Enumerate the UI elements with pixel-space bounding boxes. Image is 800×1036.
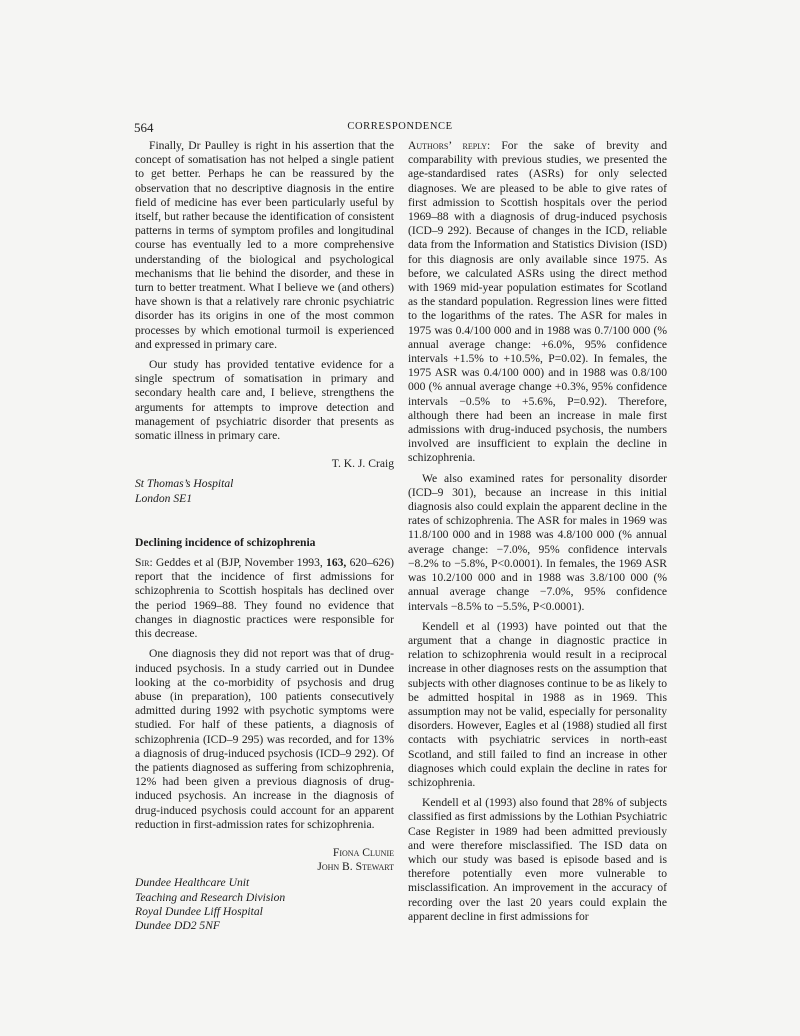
affiliation-line: Royal Dundee Liff Hospital	[135, 904, 263, 918]
signature: T. K. J. Craig	[331, 457, 394, 471]
affiliation	[135, 477, 394, 505]
affiliation-line: Dundee Healthcare Unit	[135, 876, 250, 890]
paragraph: One diagnosis they did not report was that of drug-induced psychosis. In a study carried out in Dundee looking at the co-morbidity of psychosis and drug abuse (in preparation), 100 patients consecutively admitted during 1992 with psychotic symptoms were studied. For half of these patients, a diagnosis of schizophrenia (ICD–9 295) was recorded, and for 13% a diagnosis of drug-induced psychosis (ICD–9 292). Of the patients diagnosed as suffering from schizophrenia, 12% had been given a previous diagnosis of drug-induced psychosis. An increase in the diagnosis of drug-induced psychosis could account for an apparent reduction in first-admission rates for schizophrenia.	[135, 647, 394, 831]
volume-number: 163,	[326, 556, 347, 570]
paragraph: Kendell et al (1993) have pointed out that the argument that a change in diagnostic practice in relation to schizophrenia would result in a reciprocal increase in other diagnoses rests on the assumption that subjects with other diagnoses continue to be as likely to be admitted hospital in 1988 as in 1969. This assumption may not be valid, especially for personality disorders. However, Eagles et al (1988) studied all first contacts with psychiatric services in north-east Scotland, and still failed to find an increase in other diagnoses which could explain the decline in rates for schizophrenia.	[408, 619, 667, 789]
salutation: Sir	[135, 556, 150, 570]
affiliation-line: Dundee DD2 5NF	[135, 918, 221, 932]
running-head: CORRESPONDENCE	[347, 121, 453, 132]
right-column	[408, 139, 667, 924]
paragraph: Our study has provided tentative evidence for a single spectrum of somatisation in primary and secondary health care and, I believe, strengthens the arguments for attempts to improve detection and management of psychiatric disorder that presents as somatic illness in primary care.	[135, 358, 394, 443]
left-column	[135, 139, 394, 933]
paragraph: Kendell et al (1993) also found that 28% of subjects classified as first admissions by the Lothian Psychiatric Case Register in 1989 had been admitted previously and were therefore misclassified. The ISD data on which our study was based is episode based and is therefore potentially even more vulnerable to misclassification. An improvement in the accuracy of recording over the last 20 years could explain the apparent decline in first admissions for	[408, 796, 667, 923]
affiliation-line: St Thomas’s Hospital	[135, 477, 234, 491]
reply-paragraph	[408, 139, 667, 466]
paragraph: Finally, Dr Paulley is right in his assertion that the concept of somatisation has not helped a single patient to get better. Perhaps he can be reassured by the observation that no descriptive diagnosis in the entire field of medicine has ever been particularly useful by itself, but rather because the identification of consistent patterns in terms of symptom profiles and longitudinal course has eventually led to a more comprehensive understanding of the biological and psychological mechanisms that lie behind the disorder, and these in turn to better treatment. What I believe we (and others) have shown is that a relatively rare chronic psychiatric disorder has its origins in one of the most common processes by which emotional turmoil is experienced and expressed in primary care.	[135, 139, 394, 351]
signature-block	[135, 846, 394, 874]
section-heading: Declining incidence of schizophrenia	[135, 535, 316, 549]
reply-text: : For the sake of brevity and comparability with previous studies, we presented the age-standardised rates (ASRs) for only selected diagnoses. We are pleased to be able to give rates of first admission to Scottish hospitals over the period 1969–88 with a diagnosis of drug-induced psychosis (ICD–9 292). Because of changes in the ICD, reliable data from the Information and Statistics Division (ISD) for this diagnosis are only available since 1975. As before, we calculated ASRs using the direct method with 1969 mid-year population estimates for Scotland as the standard population. Regression lines were fitted to the logarithms of the rates. The ASR for males in 1975 was 0.4/100 000 and in 1988 was 0.7/100 000 (% annual average change: +6.0%, 95% confidence intervals +1.5% to +10.5%, P=0.02). In females, the 1975 ASR was 0.4/100 000) and in 1988 was 0.8/100 000 (% annual average change +0.3%, 95% confidence intervals −0.5% to +5.6%, P=0.92). Therefore, although there had been an increase in male first admissions with drug-induced psychosis, the numbers involved are insufficient to explain the decline in schizophrenia.	[408, 139, 668, 465]
affiliation	[135, 876, 394, 933]
letter-paragraph	[135, 556, 394, 641]
signature: John B. Stewart	[317, 860, 394, 874]
affiliation-line: London SE1	[135, 491, 193, 505]
reply-label: Authors’ reply	[408, 139, 488, 152]
letter-text: 620–626) report that the incidence of first admissions for schizophrenia to Scottish hospitals has declined over the period 1969–88. They found no evidence that changes in diagnostic practices were responsible for this decrease.	[135, 556, 395, 641]
letter-text: : Geddes et al (BJP, November 1993,	[149, 556, 327, 570]
paragraph: We also examined rates for personality disorder (ICD–9 301), because an increase in this initial diagnosis also could explain the apparent decline in the rates of schizophrenia. The ASR for males in 1969 was 11.8/100 000 and in 1988 was 4.8/100 000 (% annual average change: −7.0%, 95% confidence intervals −8.2% to −5.8%, P<0.0001). In females, the 1969 ASR was 10.2/100 000 and in 1988 was 3.8/100 000 (% annual average change −7.0%, 95% confidence intervals −8.5% to −5.5%, P<0.0001).	[408, 471, 667, 613]
affiliation-line: Teaching and Research Division	[135, 890, 286, 904]
signature: Fiona Clunie	[332, 845, 394, 859]
page-number: 564	[134, 120, 154, 135]
